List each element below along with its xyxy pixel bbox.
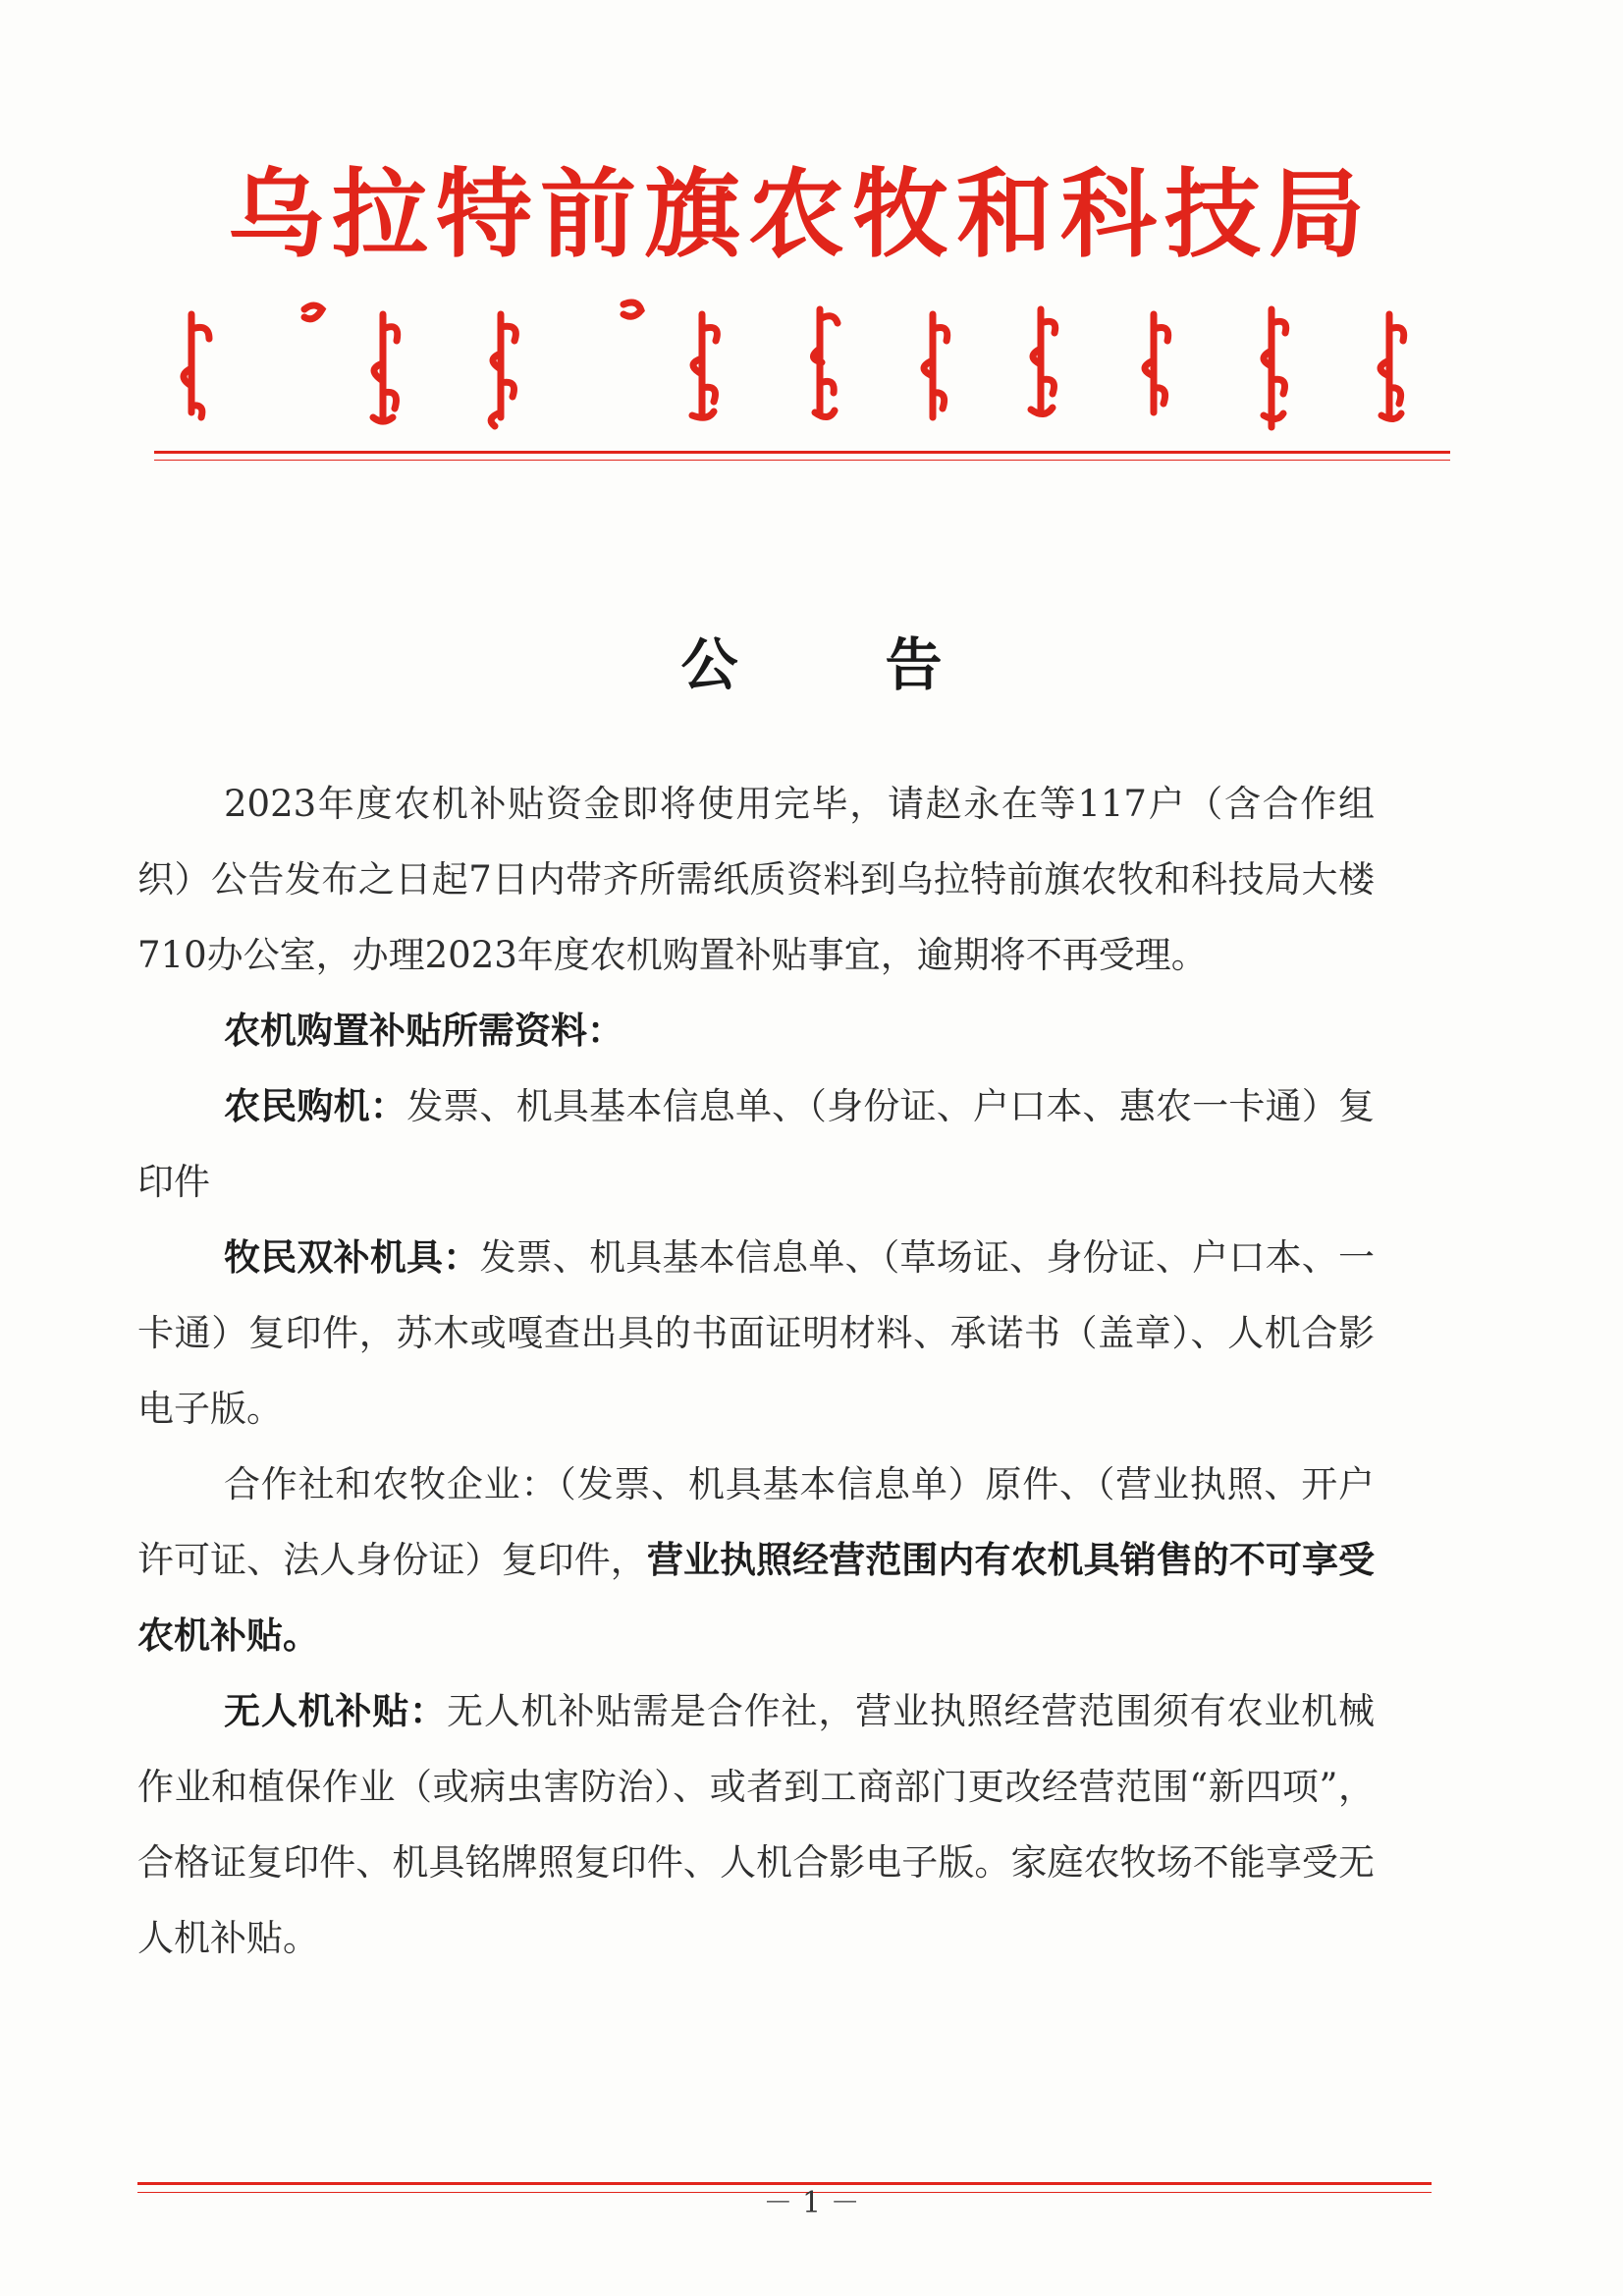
bold-text-run: 牧民双补机具： — [224, 1235, 480, 1279]
bold-text-run: 无人机补贴： — [224, 1689, 447, 1732]
notice-paragraph — [137, 766, 1375, 993]
letterhead-divider — [154, 451, 1450, 454]
bold-text-run: 营业执照经营范围内有农机具销售的不可享受农机补贴。 — [137, 1538, 1376, 1657]
letterhead-title: 乌拉特前旗农牧和科技局 — [227, 158, 1373, 271]
notice-paragraph — [137, 1068, 1375, 1220]
text-run: 发票、机具基本信息单、（身份证、户口本、惠农一卡通）复印件 — [137, 1085, 1376, 1203]
letterhead-mongolian-script — [172, 290, 1458, 437]
bold-text-run: 农机购置补贴所需资料： — [224, 1009, 623, 1052]
notice-paragraph — [137, 1220, 1375, 1447]
notice-paragraph — [137, 1673, 1375, 1976]
letterhead-divider-thin — [154, 460, 1450, 461]
notice-paragraph — [137, 993, 1375, 1068]
bold-text-run: 农民购机： — [224, 1084, 407, 1127]
text-run: 发票、机具基本信息单、（草场证、身份证、户口本、一卡通）复印件，苏木或嘎查出具的书面证明材料、承诺书（盖章）、人机合影电子版。 — [137, 1236, 1375, 1430]
page-number: － 1 － — [763, 2186, 860, 2220]
text-run: 无人机补贴需是合作社，营业执照经营范围须有农业机械作业和植保作业（或病虫害防治）、或者到工商部门更改经营范围“新四项”，合格证复印件、机具铭牌照复印件、人机合影电子版。家庭农牧场不能享受无人机补贴。 — [137, 1690, 1375, 1959]
notice-heading: 公告 — [680, 631, 1090, 698]
notice-body — [137, 766, 1375, 1976]
text-run: 2023年度农机补贴资金即将使用完毕，请赵永在等117户（含合作组织）公告发布之日起7日内带齐所需纸质资料到乌拉特前旗农牧和科技局大楼710办公室，办理2023年度农机购置补贴事宜，逾期将不再受理。 — [137, 783, 1375, 976]
notice-paragraph — [137, 1447, 1375, 1673]
text-run: 合作社和农牧企业：（发票、机具基本信息单）原件、（营业执照、开户许可证、法人身份证）复印件， — [137, 1463, 1375, 1581]
